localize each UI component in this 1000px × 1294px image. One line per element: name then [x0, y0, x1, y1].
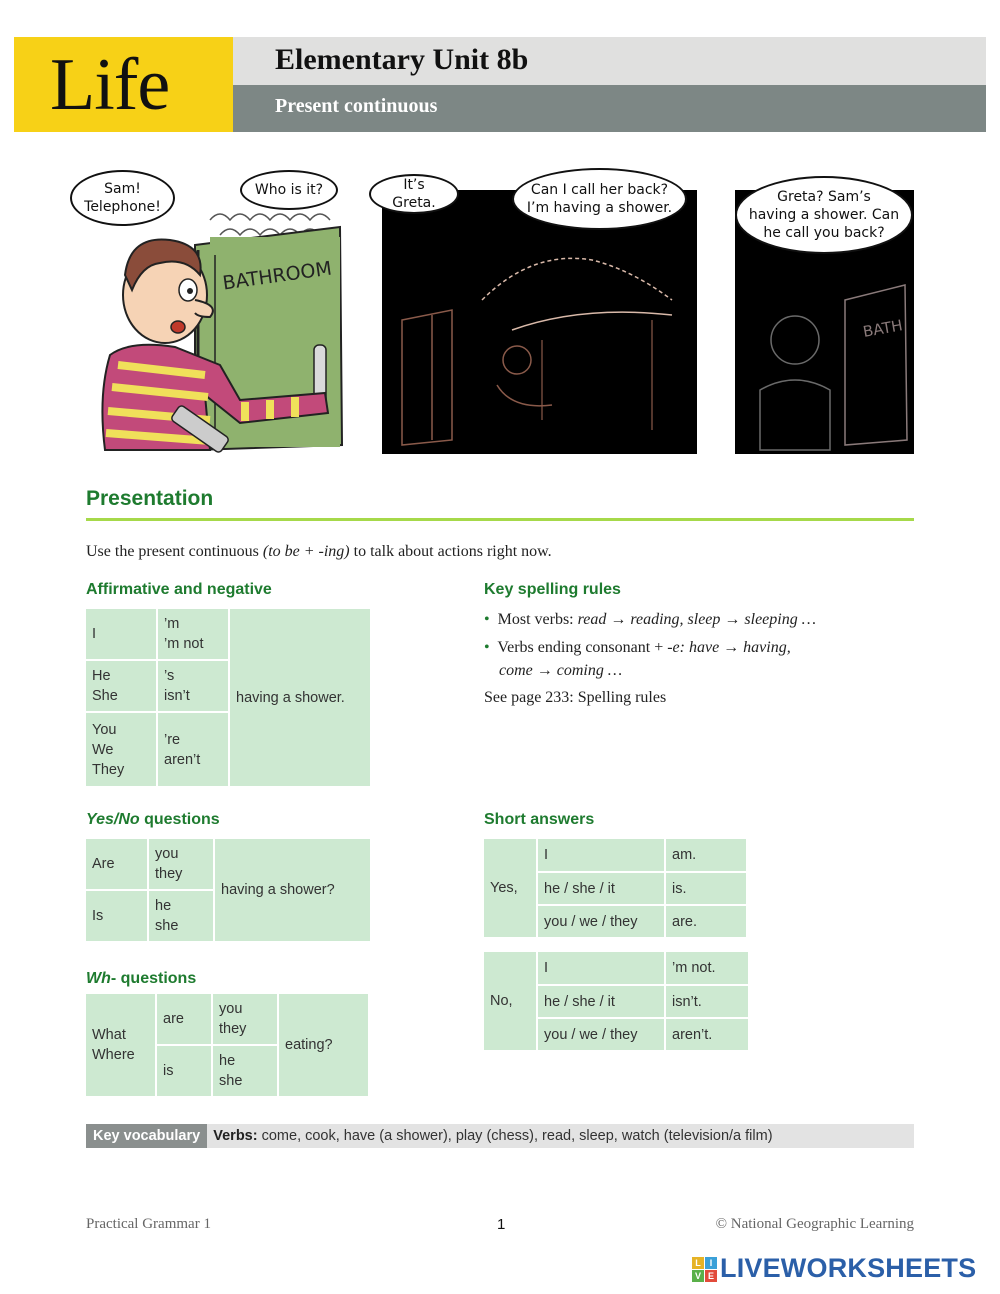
subject: he — [219, 1053, 236, 1069]
answer-cell — [665, 951, 749, 985]
subject: you — [155, 846, 179, 862]
subject: you / we / they — [544, 1026, 638, 1043]
subject: you / we / they — [544, 913, 638, 930]
page-subtitle: Present continuous — [275, 95, 438, 117]
subject: I — [544, 847, 549, 863]
vocab-bar — [86, 1124, 914, 1148]
subject-cell — [537, 872, 665, 905]
badge-letter: V — [692, 1270, 704, 1282]
bullet-icon: • — [484, 611, 490, 628]
presentation-rule — [86, 518, 914, 521]
answer: aren’t. — [672, 1026, 713, 1043]
spelling-see-page: See page 233: Spelling rules — [484, 689, 667, 706]
bubble-line: he call you back? — [763, 225, 885, 241]
spelling-rule-1 — [484, 608, 816, 631]
bubble-line: It’s Greta. — [392, 177, 436, 211]
lead-cell — [483, 838, 537, 938]
heading-em: Wh — [86, 970, 111, 987]
rest-text: having a shower. — [236, 689, 345, 706]
answer-cell — [665, 1018, 749, 1051]
door-sign: BATHROOM — [221, 257, 334, 295]
wh-word-cell — [85, 993, 156, 1097]
subject: she — [155, 918, 179, 934]
bubble-line: Who is it? — [254, 182, 324, 198]
aux-cell — [85, 838, 148, 890]
subject-cell — [537, 1018, 665, 1051]
rule-example: -e: have → having, — [667, 639, 791, 656]
intro-text: Use the present continuous — [86, 543, 263, 560]
wh-word: What — [92, 1027, 126, 1043]
aux: are — [163, 1011, 184, 1027]
verb-form: isn’t — [164, 688, 190, 704]
wh-word: Where — [92, 1047, 135, 1063]
subject-cell — [85, 712, 157, 787]
vocab-verbs-label: Verbs: — [213, 1128, 258, 1144]
intro-formula: (to be + -ing) — [262, 543, 350, 560]
speech-bubble-explain — [735, 176, 913, 254]
answer: isn’t. — [672, 993, 702, 1010]
spelling-rule-2 — [484, 636, 791, 659]
answer-cell — [665, 838, 747, 872]
bubble-line: Telephone! — [84, 199, 161, 215]
comic-panel-2 — [382, 177, 697, 454]
footer-copyright: © National Geographic Learning — [715, 1216, 914, 1232]
short-answers-heading: Short answers — [484, 811, 595, 828]
verb-cell — [157, 712, 229, 787]
verb-form: ’m — [164, 616, 180, 632]
speech-bubble-call-back — [512, 168, 687, 230]
comic-illustration-2 — [382, 190, 697, 454]
answer: ’m not. — [672, 960, 716, 976]
door-sign-small: BATH — [861, 316, 904, 341]
answer-cell — [665, 985, 749, 1018]
aux-cell — [156, 1045, 212, 1097]
comic-panel-3 — [735, 190, 914, 454]
subject-cell — [85, 660, 157, 712]
affirmative-heading: Affirmative and negative — [86, 581, 272, 598]
subject: You — [92, 721, 117, 738]
verb-form: ’s — [164, 668, 175, 684]
heading-rest: questions — [139, 811, 220, 828]
subject-cell — [537, 905, 665, 938]
intro-text-end: to talk about actions right now. — [349, 543, 552, 560]
subject-cell — [537, 951, 665, 985]
speech-bubble-greta — [369, 174, 459, 214]
subject-cell — [537, 985, 665, 1018]
badge-letter: I — [705, 1257, 717, 1269]
subject: you — [219, 1001, 243, 1017]
badge-letter: L — [692, 1257, 704, 1269]
bubble-line: Sam! — [104, 181, 141, 197]
rule-text: Most verbs: — [497, 611, 578, 628]
yesno-heading — [86, 811, 220, 829]
answer: are. — [672, 913, 697, 930]
subject: They — [92, 761, 125, 778]
subject-cell — [537, 838, 665, 872]
spelling-rule-2-cont — [499, 659, 622, 682]
vocab-verbs: come, cook, have (a shower), play (chess), read, sleep, watch (television/a film) — [257, 1128, 773, 1144]
subject: She — [92, 688, 118, 704]
speech-bubble-telephone — [70, 170, 175, 226]
aux: Is — [92, 908, 104, 924]
subject: they — [155, 866, 183, 882]
page-title: Elementary Unit 8b — [275, 43, 529, 76]
spelling-heading: Key spelling rules — [484, 581, 621, 598]
subject-cell — [212, 993, 278, 1045]
comic-panel-1 — [70, 165, 360, 460]
aux: is — [163, 1063, 174, 1079]
badge-letter: E — [705, 1270, 717, 1282]
verb-form: ’m not — [164, 636, 204, 652]
presentation-heading: Presentation — [86, 487, 214, 510]
answer: is. — [672, 880, 687, 897]
page-number: 1 — [497, 1216, 506, 1233]
subject-cell — [212, 1045, 278, 1097]
lead: No, — [490, 993, 513, 1009]
subject-cell — [148, 890, 214, 942]
subject-cell — [85, 608, 157, 660]
subject: he / she / it — [544, 880, 615, 897]
affirmative-table — [84, 607, 372, 788]
rule-text: Verbs ending consonant + — [497, 639, 668, 656]
subject: they — [219, 1021, 247, 1037]
answer: am. — [672, 847, 697, 863]
subject: He — [92, 668, 111, 684]
verb-form: ’re — [164, 731, 181, 748]
wh-heading — [86, 970, 196, 988]
rule-example: read → reading, sleep → sleeping … — [577, 611, 816, 628]
bubble-line: having a shower. Can — [748, 207, 900, 223]
subject: he / she / it — [544, 993, 615, 1010]
rest-cell — [229, 608, 371, 787]
verb-cell — [157, 608, 229, 660]
short-answers-no-table — [482, 950, 750, 1052]
aux-cell — [156, 993, 212, 1045]
bullet-icon: • — [484, 639, 490, 656]
verb-form: aren’t — [164, 751, 201, 768]
aux-cell — [85, 890, 148, 942]
rest-text: eating? — [285, 1037, 333, 1053]
bubble-line: Greta? Sam’s — [777, 189, 871, 205]
rest-cell — [278, 993, 369, 1097]
bubble-line: I’m having a shower. — [526, 200, 673, 216]
answer-cell — [665, 872, 747, 905]
subject: We — [92, 741, 114, 758]
heading-em: Yes/No — [86, 811, 140, 828]
verb-cell — [157, 660, 229, 712]
short-answers-yes-table — [482, 837, 748, 939]
speech-bubble-who — [240, 170, 338, 210]
answer-cell — [665, 905, 747, 938]
bubble-line: Can I call her back? — [530, 182, 669, 198]
presentation-intro — [86, 543, 552, 561]
wh-table — [84, 992, 370, 1098]
rule-example: come → coming … — [499, 662, 623, 679]
rest-cell — [214, 838, 371, 942]
rest-text: having a shower? — [221, 882, 335, 898]
subject: he — [155, 898, 172, 914]
subject: I — [544, 960, 549, 976]
liveworksheets-logo-text: LIVEWORKSHEETS — [720, 1253, 977, 1283]
subject: she — [219, 1073, 243, 1089]
footer-left: Practical Grammar 1 — [86, 1216, 211, 1232]
lead: Yes, — [490, 880, 518, 896]
yesno-table — [84, 837, 372, 943]
lead-cell — [483, 951, 537, 1051]
subject: I — [92, 626, 97, 642]
liveworksheets-logo-icon — [692, 1257, 718, 1283]
subject-cell — [148, 838, 214, 890]
vocab-label: Key vocabulary — [86, 1124, 207, 1148]
aux: Are — [92, 856, 115, 872]
logo: Life — [50, 44, 170, 126]
heading-rest: - questions — [110, 970, 197, 987]
